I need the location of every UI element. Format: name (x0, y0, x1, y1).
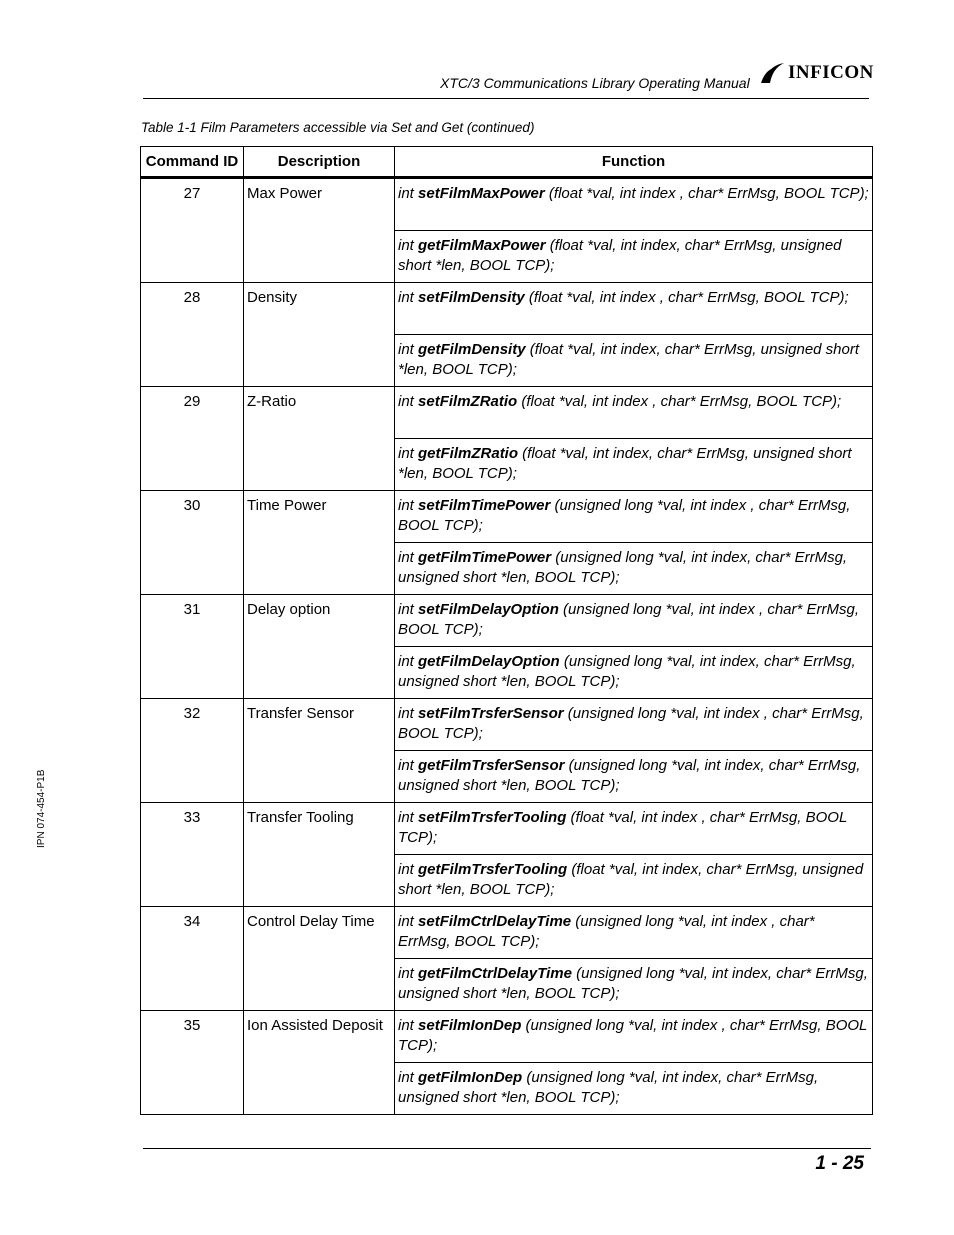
description-cell: Transfer Tooling (244, 803, 395, 907)
function-params: (unsigned long *val, int index , char* ErrMsg, BOOL TCP); (398, 601, 860, 638)
table-row (141, 178, 873, 231)
function-name: getFilmTrsferSensor (418, 757, 565, 774)
function-params: (float *val, int index, char* ErrMsg, unsigned short *len, BOOL TCP); (398, 237, 842, 274)
return-type: int (398, 1069, 419, 1086)
document-part-number: IPN 074-454-P1B (36, 769, 47, 848)
function-name: getFilmCtrlDelayTime (418, 965, 572, 982)
command-id-cell: 31 (141, 595, 244, 699)
column-header-description: Description (244, 147, 395, 178)
return-type: int (398, 185, 419, 202)
function-signature-cell (395, 283, 873, 335)
function-signature-cell (395, 178, 873, 231)
command-id-cell: 32 (141, 699, 244, 803)
function-params: (float *val, int index, char* ErrMsg, unsigned short *len, BOOL TCP); (398, 861, 864, 898)
return-type: int (398, 601, 419, 618)
return-type: int (398, 861, 419, 878)
function-signature-cell (395, 387, 873, 439)
return-type: int (398, 393, 419, 410)
function-params: (float *val, int index, char* ErrMsg, unsigned short *len, BOOL TCP); (398, 341, 860, 378)
logo-text: INFICON (788, 62, 874, 83)
return-type: int (398, 289, 419, 306)
function-params: (unsigned long *val, int index, char* ErrMsg, unsigned short *len, BOOL TCP); (398, 653, 856, 690)
function-params: (unsigned long *val, int index , char* ErrMsg, BOOL TCP); (398, 1017, 868, 1054)
function-params: (unsigned long *val, int index, char* ErrMsg, unsigned short *len, BOOL TCP); (398, 549, 848, 586)
function-name: setFilmTrsferSensor (418, 705, 564, 722)
function-name: setFilmMaxPower (418, 185, 545, 202)
function-signature-cell (395, 595, 873, 647)
column-header-function: Function (395, 147, 873, 178)
function-name: getFilmTimePower (418, 549, 552, 566)
function-name: getFilmIonDep (418, 1069, 523, 1086)
description-cell: Z-Ratio (244, 387, 395, 491)
command-id-cell: 29 (141, 387, 244, 491)
function-params: (float *val, int index , char* ErrMsg, BOOL TCP); (398, 809, 848, 846)
description-cell: Delay option (244, 595, 395, 699)
description-cell: Max Power (244, 178, 395, 283)
table-row (141, 699, 873, 751)
function-name: getFilmDelayOption (418, 653, 560, 670)
function-name: setFilmDensity (418, 289, 525, 306)
function-name: setFilmTimePower (418, 497, 551, 514)
function-signature-cell (395, 647, 873, 699)
function-signature-cell (395, 699, 873, 751)
table-row (141, 907, 873, 959)
return-type: int (398, 965, 419, 982)
inficon-logo (760, 60, 874, 86)
return-type: int (398, 1017, 419, 1034)
table-row (141, 803, 873, 855)
inficon-swoosh-icon (760, 61, 786, 85)
function-signature-cell (395, 959, 873, 1011)
function-signature-cell (395, 751, 873, 803)
description-cell: Control Delay Time (244, 907, 395, 1011)
function-params: (float *val, int index , char* ErrMsg, BOOL TCP); (544, 185, 869, 202)
function-name: setFilmZRatio (418, 393, 518, 410)
function-name: getFilmZRatio (418, 445, 519, 462)
function-params: (unsigned long *val, int index, char* ErrMsg, unsigned short *len, BOOL TCP); (398, 757, 861, 794)
description-cell: Transfer Sensor (244, 699, 395, 803)
function-name: setFilmDelayOption (418, 601, 559, 618)
function-params: (float *val, int index , char* ErrMsg, BOOL TCP); (517, 393, 842, 410)
description-cell: Density (244, 283, 395, 387)
function-name: getFilmMaxPower (418, 237, 546, 254)
footer-rule (143, 1148, 871, 1149)
function-signature-cell (395, 231, 873, 283)
command-id-cell: 34 (141, 907, 244, 1011)
function-name: setFilmTrsferTooling (418, 809, 567, 826)
command-id-cell: 28 (141, 283, 244, 387)
function-signature-cell (395, 803, 873, 855)
return-type: int (398, 237, 419, 254)
running-header-title: XTC/3 Communications Library Operating Manual (440, 75, 750, 91)
table-body (141, 178, 873, 1115)
function-params: (unsigned long *val, int index , char* ErrMsg, BOOL TCP); (398, 705, 864, 742)
function-signature-cell (395, 439, 873, 491)
page-number: 1 - 25 (815, 1153, 864, 1174)
table-caption: Table 1-1 Film Parameters accessible via Set and Get (continued) (141, 120, 535, 135)
function-signature-cell (395, 491, 873, 543)
function-params: (unsigned long *val, int index , char* ErrMsg, BOOL TCP); (398, 913, 815, 950)
command-id-cell: 27 (141, 178, 244, 283)
function-params: (unsigned long *val, int index, char* ErrMsg, unsigned short *len, BOOL TCP); (398, 965, 868, 1002)
function-name: getFilmTrsferTooling (418, 861, 568, 878)
function-params: (unsigned long *val, int index, char* ErrMsg, unsigned short *len, BOOL TCP); (398, 1069, 819, 1106)
function-params: (float *val, int index, char* ErrMsg, unsigned short *len, BOOL TCP); (398, 445, 852, 482)
return-type: int (398, 705, 419, 722)
function-params: (unsigned long *val, int index , char* ErrMsg, BOOL TCP); (398, 497, 851, 534)
function-signature-cell (395, 335, 873, 387)
function-signature-cell (395, 543, 873, 595)
table-row (141, 283, 873, 335)
function-signature-cell (395, 1011, 873, 1063)
return-type: int (398, 653, 419, 670)
table-row (141, 1011, 873, 1063)
command-id-cell: 35 (141, 1011, 244, 1115)
table-row (141, 491, 873, 543)
header-rule (143, 98, 869, 99)
function-params: (float *val, int index , char* ErrMsg, BOOL TCP); (524, 289, 849, 306)
description-cell: Ion Assisted Deposit (244, 1011, 395, 1115)
table-row (141, 387, 873, 439)
command-id-cell: 33 (141, 803, 244, 907)
return-type: int (398, 549, 419, 566)
description-cell: Time Power (244, 491, 395, 595)
return-type: int (398, 757, 419, 774)
return-type: int (398, 809, 419, 826)
command-id-cell: 30 (141, 491, 244, 595)
return-type: int (398, 445, 419, 462)
function-name: setFilmCtrlDelayTime (418, 913, 572, 930)
function-name: getFilmDensity (418, 341, 526, 358)
column-header-command-id: Command ID (141, 147, 244, 178)
function-signature-cell (395, 855, 873, 907)
function-signature-cell (395, 1063, 873, 1115)
return-type: int (398, 497, 419, 514)
function-name: setFilmIonDep (418, 1017, 522, 1034)
return-type: int (398, 913, 419, 930)
film-parameters-table (140, 146, 873, 1115)
table-row (141, 595, 873, 647)
return-type: int (398, 341, 419, 358)
function-signature-cell (395, 907, 873, 959)
table-header-row (141, 147, 873, 178)
